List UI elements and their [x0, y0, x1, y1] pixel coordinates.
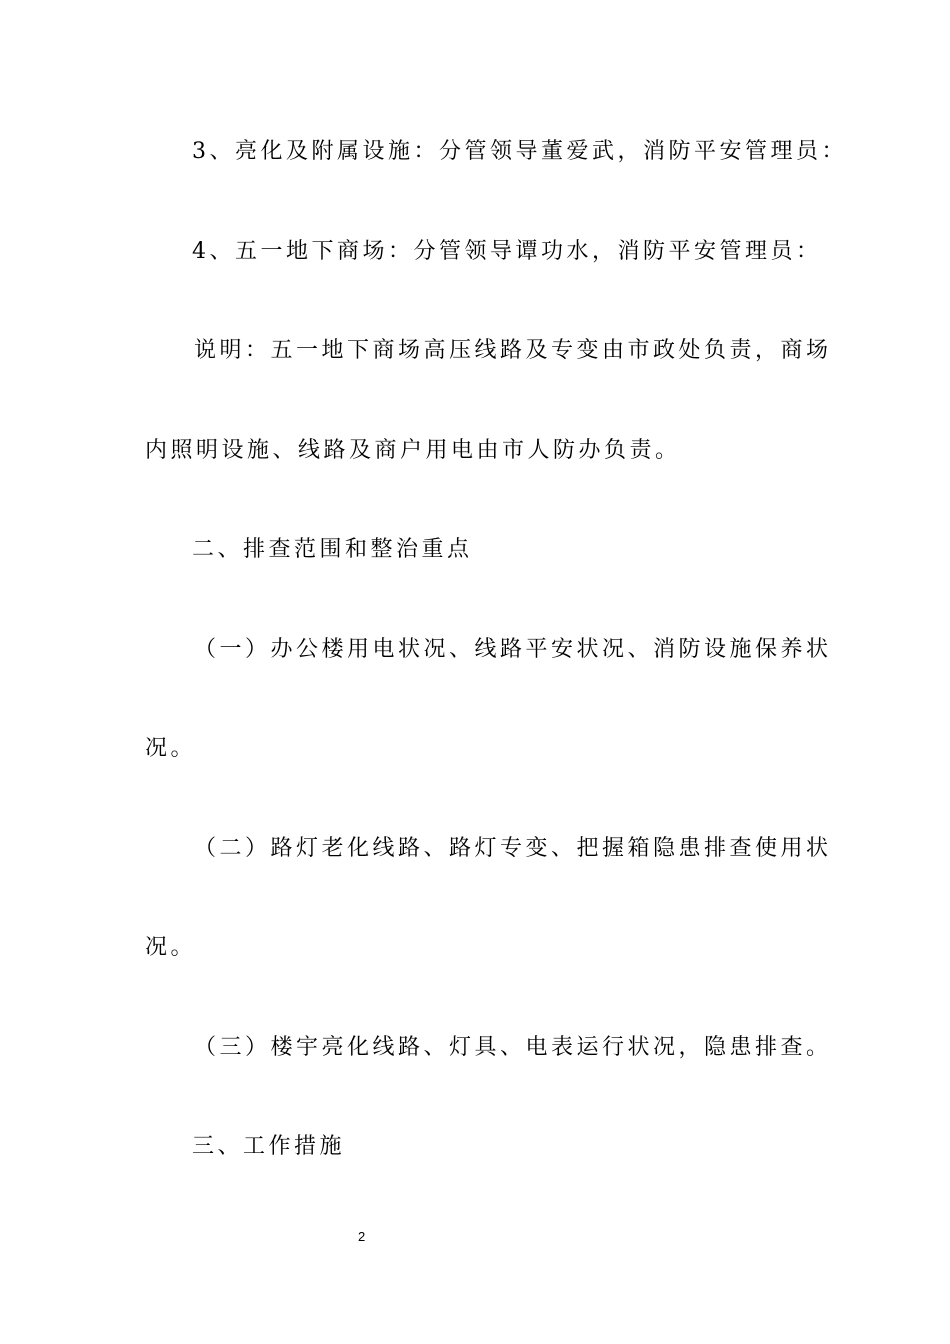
paragraph-line-3: 说明：五一地下商场高压线路及专变由市政处负责，商场	[194, 338, 832, 363]
section-heading-3: 三、工作措施	[192, 1134, 346, 1159]
paragraph-line-8: （二）路灯老化线路、路灯专变、把握箱隐患排查使用状	[194, 836, 832, 861]
paragraph-line-1: 3、亮化及附属设施：分管领导董爱武，消防平安管理员：	[192, 139, 847, 164]
paragraph-line-7: 况。	[145, 736, 197, 761]
paragraph-line-9: 况。	[145, 935, 197, 960]
paragraph-line-6: （一）办公楼用电状况、线路平安状况、消防设施保养状	[194, 637, 832, 662]
paragraph-line-4: 内照明设施、线路及商户用电由市人防办负责。	[145, 438, 681, 463]
section-heading-2: 二、排查范围和整治重点	[192, 537, 473, 562]
page-number: 2	[358, 1229, 366, 1244]
paragraph-line-2: 4、五一地下商场：分管领导谭功水，消防平安管理员：	[192, 239, 822, 264]
paragraph-line-10: （三）楼宇亮化线路、灯具、电表运行状况，隐患排查。	[194, 1035, 832, 1060]
